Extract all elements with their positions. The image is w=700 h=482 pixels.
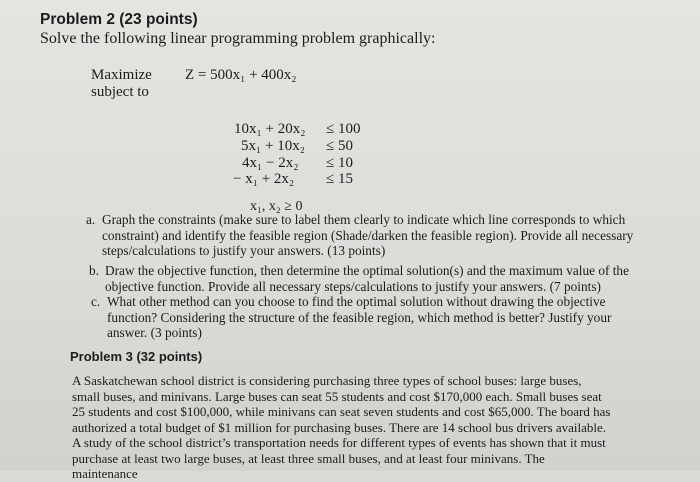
problem-3-body: A Saskatchewan school district is considering purchasing three types of school buses: large buses, small buses, and minivans. Large buses can seat 55 students and cost $170,000 each. Small buses seat 25 students and cost $100,000, while minivans can seat seven students and cost $65,000. The board has authorized a total budget of $1 million for purchasing buses. There are 14 school bus drivers available. A study of the school district’s transportation needs for different types of events has shown that it must purchase at least two large buses, at least three small buses, and at least four minivans. The maintenance xyxy=(72,373,611,481)
maximize-label: Maximize xyxy=(91,67,152,83)
part-marker: a. xyxy=(86,212,96,227)
part-marker: b. xyxy=(89,263,99,278)
constraint-lhs: − x₁ + 2x₂ xyxy=(233,171,295,187)
problem-2-instruction: Solve the following linear programming problem graphically: xyxy=(40,30,436,47)
constraint-lhs: 5x₁ + 10x₂ xyxy=(241,138,305,154)
part-text: What other method can you choose to find the optimal solution without drawing the objective function? Considering the structure of the feasible region, which method is better? Justify your answer. (3 points) xyxy=(107,294,612,340)
constraint-rhs: ≤ 15 xyxy=(326,171,353,187)
constraint-rhs: ≤ 100 xyxy=(326,121,361,137)
nonnegativity-constraint: x₁, x₂ ≥ 0 xyxy=(250,199,303,214)
part-text: Draw the objective function, then determine the optimal solution(s) and the maximum value of the objective function. Provide all necessary steps/calculations to justify your answers. (7 points) xyxy=(105,263,629,294)
part-text: Graph the constraints (make sure to label them clearly to indicate which line corresponds to which constraint) and identify the feasible region (Shade/darken the feasible region). Provide all necessary steps/calculations to justify your answers. (13 points) xyxy=(102,212,634,258)
constraint-lhs: 4x₁ − 2x₂ xyxy=(242,155,299,171)
constraint-rhs: ≤ 50 xyxy=(326,138,353,154)
part-marker: c. xyxy=(91,294,101,309)
constraint-rhs: ≤ 10 xyxy=(326,155,353,171)
constraint-lhs: 10x₁ + 20x₂ xyxy=(234,121,306,137)
subject-to-label: subject to xyxy=(91,84,149,100)
problem-2-title: Problem 2 (23 points) xyxy=(40,11,198,28)
problem-3-title: Problem 3 (32 points) xyxy=(70,349,203,364)
objective-function: Z = 500x₁ + 400x₂ xyxy=(185,67,297,83)
